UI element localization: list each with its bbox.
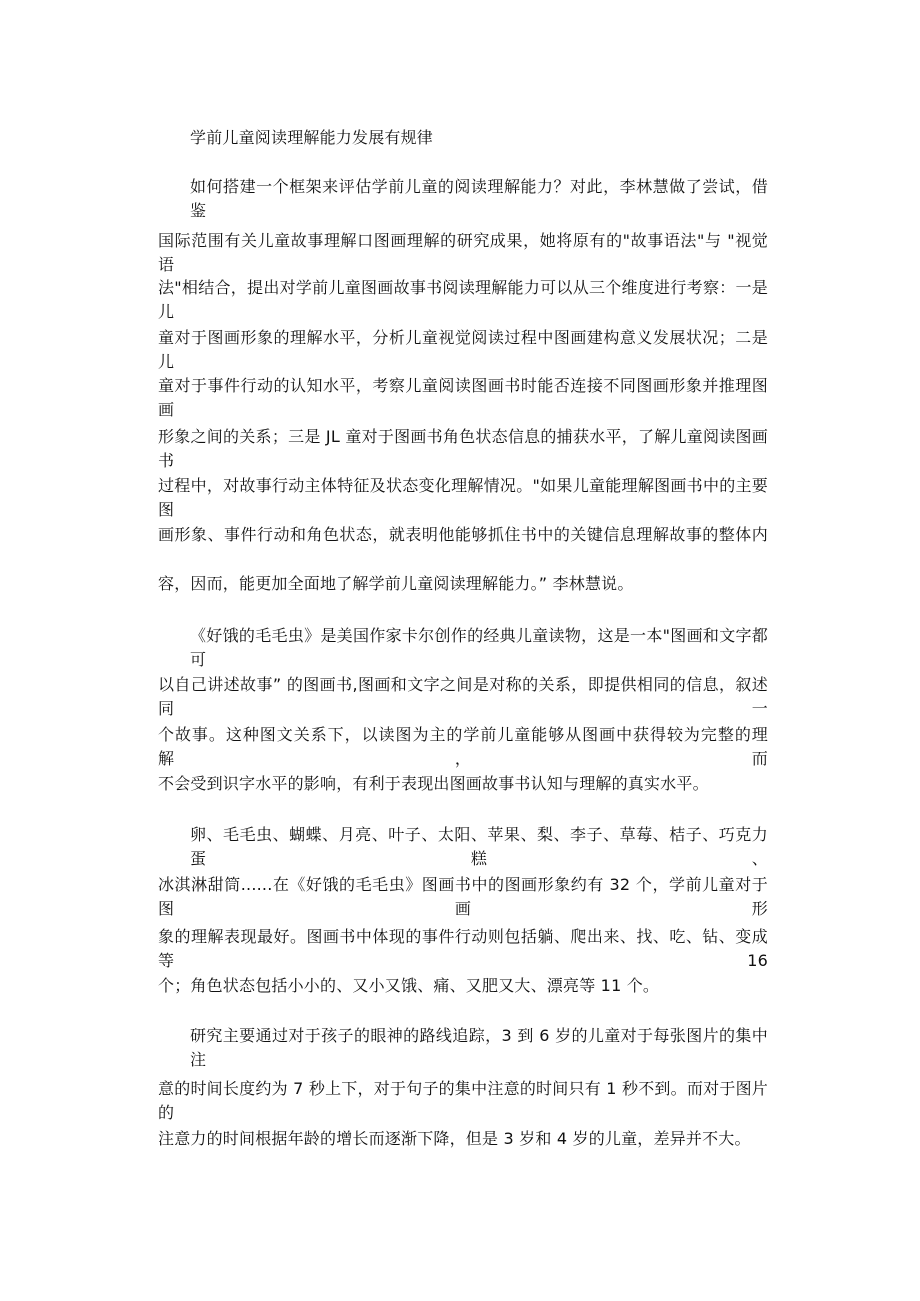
paragraph-1-line-1: 如何搭建一个框架来评估学前儿童的阅读理解能力？对此，李林慧做了尝试，借鉴 <box>190 177 768 220</box>
paragraph-2-line-2: 以自己讲述故事” 的图画书,图画和文字之间是对称的关系，即提供相同的信息，叙述同一 <box>158 675 768 718</box>
paragraph-1-line-7: 过程中，对故事行动主体特征及状态变化理解情况。"如果儿童能理解图画书中的主要图 <box>158 476 768 519</box>
paragraph-2-line-1: 《好饿的毛毛虫》是美国作家卡尔创作的经典儿童读物，这是一本"图画和文字都可 <box>190 626 768 669</box>
paragraph-4-line-1: 研究主要通过对于孩子的眼神的路线追踪，3 到 6 岁的儿童对于每张图片的集中注 <box>190 1026 768 1069</box>
paragraph-1-line-4: 童对于图画形象的理解水平，分析儿童视觉阅读过程中图画建构意义发展状况；二是儿 <box>158 328 768 371</box>
document-title: 学前儿童阅读理解能力发展有规律 <box>190 128 434 147</box>
paragraph-1-line-6: 形象之间的关系；三是 JL 童对于图画书角色状态信息的捕获水平，了解儿童阅读图画书 <box>158 427 768 470</box>
paragraph-1-line-2: 国际范围有关儿童故事理解口图画理解的研究成果，她将原有的"故事语法"与 "视觉语 <box>158 231 768 274</box>
paragraph-1-line-3: 法"相结合，提出对学前儿童图画故事书阅读理解能力可以从三个维度进行考察：一是儿 <box>158 278 768 321</box>
paragraph-1-line-5: 童对于事件行动的认知水平，考察儿童阅读图画书时能否连接不同图画形象并推理图画 <box>158 376 768 419</box>
paragraph-2-line-3: 个故事。这种图文关系下，以读图为主的学前儿童能够从图画中获得较为完整的理解，而 <box>158 725 768 768</box>
paragraph-3-line-3: 象的理解表现最好。图画书中体现的事件行动则包括躺、爬出来、找、吃、钻、变成等 16 <box>158 927 768 970</box>
paragraph-2-line-4: 不会受到识字水平的影响，有利于表现出图画故事书认知与理解的真实水平。 <box>158 774 709 793</box>
paragraph-3-line-4: 个；角色状态包括小小的、又小又饿、痛、又肥又大、漂亮等 11 个。 <box>158 976 660 995</box>
paragraph-3-line-1: 卵、毛毛虫、蝴蝶、月亮、叶子、太阳、苹果、梨、李子、草莓、桔子、巧克力蛋糕、 <box>190 825 768 868</box>
paragraph-3-line-2: 冰淇淋甜筒......在《好饿的毛毛虫》图画书中的图画形象约有 32 个，学前儿童对于图画形 <box>158 875 768 918</box>
paragraph-1-line-8: 画形象、事件行动和角色状态，就表明他能够抓住书中的关键信息理解故事的整体内 <box>158 525 768 544</box>
paragraph-4-line-3: 注意力的时间根据年龄的增长而逐渐下降，但是 3 岁和 4 岁的儿童，差异并不大。 <box>158 1129 751 1148</box>
paragraph-4-line-2: 意的时间长度约为 7 秒上下，对于句子的集中注意的时间只有 1 秒不到。而对于图片的 <box>158 1079 768 1122</box>
paragraph-1-line-9: 容，因而，能更加全面地了解学前儿童阅读理解能力。” 李林慧说。 <box>158 574 634 593</box>
